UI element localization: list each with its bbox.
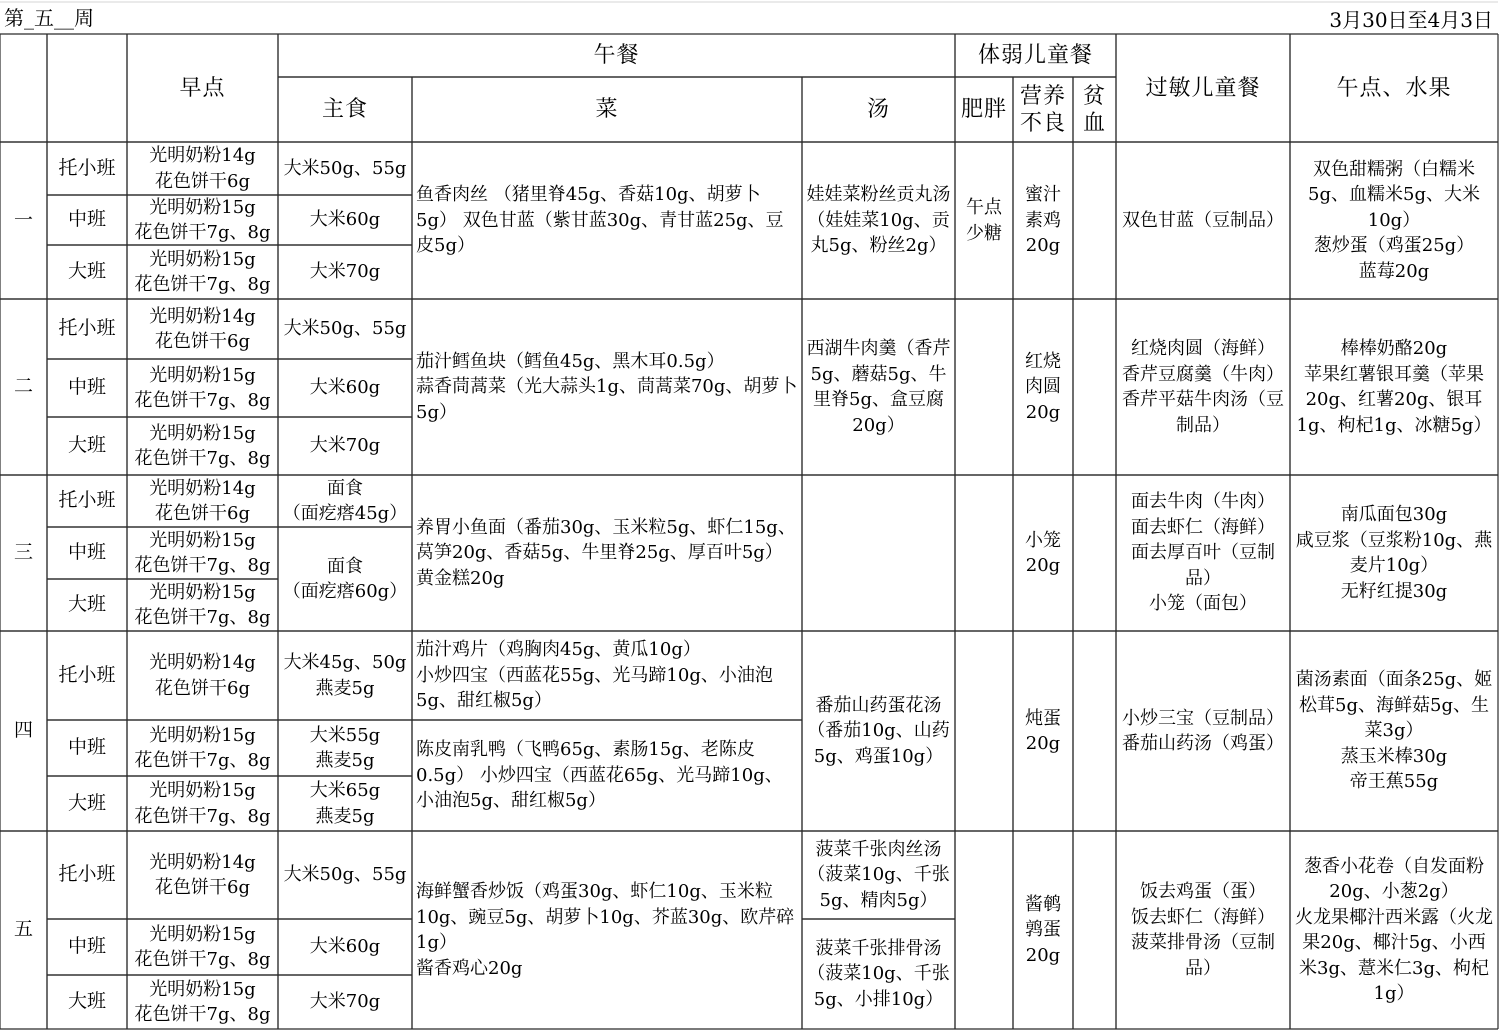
class-label-text: 中班 bbox=[67, 935, 106, 958]
staple-cell[interactable] bbox=[278, 299, 412, 359]
anemia-cell[interactable] bbox=[1073, 831, 1116, 1029]
header-allergy-meal[interactable] bbox=[1116, 34, 1290, 142]
class-label-text: 托小班 bbox=[58, 863, 116, 886]
soup-cell[interactable] bbox=[802, 299, 955, 475]
header-staple-text: 主食 bbox=[321, 97, 368, 122]
afternoon-cell[interactable] bbox=[1290, 631, 1498, 831]
allergy-cell[interactable] bbox=[1116, 475, 1290, 631]
class-label-text: 大班 bbox=[67, 434, 106, 457]
breakfast-cell-text: 光明奶粉14g 花色饼干6g bbox=[149, 652, 256, 699]
class-label[interactable] bbox=[47, 579, 127, 631]
breakfast-cell[interactable] bbox=[127, 245, 278, 299]
staple-cell-text: 大米65g 燕麦5g bbox=[309, 780, 381, 827]
staple-cell-text: 大米50g、55g bbox=[283, 864, 407, 886]
header-anemia[interactable] bbox=[1073, 77, 1116, 142]
dish-cell-text: 陈皮南乳鸭（飞鸭65g、素肠15g、老陈皮0.5g） 小炒四宝（西蓝花65g、光马蹄10g、小油泡5g、甜红椒5g） bbox=[416, 739, 783, 812]
day-label[interactable] bbox=[0, 831, 47, 1029]
class-label-text: 大班 bbox=[67, 990, 106, 1013]
class-label-text: 托小班 bbox=[58, 317, 116, 340]
staple-cell[interactable] bbox=[278, 245, 412, 299]
header-blank-day[interactable] bbox=[0, 34, 47, 142]
dish-cell[interactable] bbox=[412, 831, 802, 1029]
obese-cell-text: 午点 少糖 bbox=[966, 197, 1002, 244]
breakfast-cell[interactable] bbox=[127, 475, 278, 527]
malnutrition-cell-text: 酱鹌 鹑蛋 20g bbox=[1025, 893, 1061, 966]
anemia-cell[interactable] bbox=[1073, 631, 1116, 831]
breakfast-cell[interactable] bbox=[127, 631, 278, 720]
class-label[interactable] bbox=[47, 527, 127, 579]
breakfast-cell[interactable] bbox=[127, 776, 278, 831]
breakfast-cell-text: 光明奶粉14g 花色饼干6g bbox=[149, 145, 256, 192]
staple-cell[interactable] bbox=[278, 142, 412, 195]
class-label[interactable] bbox=[47, 475, 127, 527]
class-label-text: 大班 bbox=[67, 791, 106, 814]
staple-cell-text: 面食 （面疙瘩60g） bbox=[282, 555, 408, 602]
breakfast-cell[interactable] bbox=[127, 919, 278, 975]
allergy-cell-text: 红烧肉圆（海鲜） 香芹豆腐羹（牛肉）香芹平菇牛肉汤（豆制品） bbox=[1122, 338, 1284, 436]
afternoon-cell[interactable] bbox=[1290, 299, 1498, 475]
soup-cell-text: 菠菜千张肉丝汤（菠菜10g、千张5g、精肉5g） bbox=[807, 838, 950, 911]
header-breakfast-text: 早点 bbox=[179, 75, 226, 101]
header-malnutrition[interactable] bbox=[1013, 77, 1073, 142]
staple-cell-text: 大米55g 燕麦5g bbox=[309, 724, 381, 771]
day-label-text: 三 bbox=[13, 541, 33, 564]
class-label[interactable] bbox=[47, 720, 127, 776]
allergy-cell-text: 饭去鸡蛋（蛋） 饭去虾仁（海鲜） 菠菜排骨汤（豆制品） bbox=[1131, 881, 1275, 979]
header-breakfast[interactable] bbox=[127, 34, 278, 142]
obese-cell[interactable] bbox=[955, 299, 1013, 475]
header-weak-meal[interactable] bbox=[955, 34, 1116, 77]
dish-cell[interactable] bbox=[412, 631, 802, 720]
day-label[interactable] bbox=[0, 299, 47, 475]
obese-cell[interactable] bbox=[955, 475, 1013, 631]
breakfast-cell-text: 光明奶粉15g 花色饼干7g、8g bbox=[134, 923, 271, 970]
day-label-text: 五 bbox=[13, 918, 33, 941]
class-label[interactable] bbox=[47, 776, 127, 831]
dish-cell-text: 茄汁鳕鱼块（鳕鱼45g、黑木耳0.5g） 蒜香茼蒿菜（光大蒜头1g、茼蒿菜70g、胡萝卜5g） bbox=[416, 350, 798, 423]
breakfast-cell-text: 光明奶粉15g 花色饼干7g、8g bbox=[134, 978, 271, 1025]
dish-cell[interactable] bbox=[412, 720, 802, 831]
anemia-cell[interactable] bbox=[1073, 142, 1116, 299]
day-label[interactable] bbox=[0, 631, 47, 831]
header-soup-text: 汤 bbox=[866, 97, 890, 122]
afternoon-cell[interactable] bbox=[1290, 475, 1498, 631]
breakfast-cell[interactable] bbox=[127, 527, 278, 579]
breakfast-cell[interactable] bbox=[127, 417, 278, 475]
allergy-cell[interactable] bbox=[1116, 142, 1290, 299]
day-label-text: 二 bbox=[13, 375, 33, 398]
staple-cell[interactable] bbox=[278, 919, 412, 975]
staple-cell-text: 面食 （面疙瘩45g） bbox=[282, 477, 408, 524]
staple-cell-text: 大米70g bbox=[309, 435, 381, 457]
breakfast-cell[interactable] bbox=[127, 975, 278, 1029]
day-label-text: 一 bbox=[13, 208, 33, 231]
staple-cell-text: 大米50g、55g bbox=[283, 157, 407, 179]
soup-cell-text: 西湖牛肉羹（香芹5g、蘑菇5g、牛里脊5g、盒豆腐20g） bbox=[806, 338, 951, 436]
soup-cell[interactable] bbox=[802, 142, 955, 299]
anemia-cell[interactable] bbox=[1073, 299, 1116, 475]
dish-cell-text: 鱼香肉丝 （猪里脊45g、香菇10g、胡萝卜5g） 双色甘蓝（紫甘蓝30g、青甘蓝25g、豆皮5g） bbox=[416, 184, 784, 257]
breakfast-cell[interactable] bbox=[127, 299, 278, 359]
header-anemia-text: 贫 血 bbox=[1082, 83, 1106, 136]
staple-cell-text: 大米50g、55g bbox=[283, 318, 407, 340]
day-label[interactable] bbox=[0, 142, 47, 299]
class-label[interactable] bbox=[47, 195, 127, 245]
breakfast-cell-text: 光明奶粉15g 花色饼干7g、8g bbox=[134, 724, 271, 771]
header-allergy-meal-text: 过敏儿童餐 bbox=[1145, 75, 1261, 101]
staple-cell[interactable] bbox=[278, 631, 412, 720]
malnutrition-cell-text: 小笼 20g bbox=[1025, 529, 1061, 576]
soup-cell[interactable] bbox=[802, 831, 955, 919]
date-range[interactable]: 3月30日至4月3日 bbox=[1329, 8, 1493, 32]
class-label[interactable] bbox=[47, 919, 127, 975]
header-malnutrition-text: 营养 不良 bbox=[1019, 83, 1066, 136]
staple-cell-text: 大米60g bbox=[309, 209, 381, 231]
breakfast-cell-text: 光明奶粉15g 花色饼干7g、8g bbox=[134, 248, 271, 295]
header-soup[interactable] bbox=[802, 77, 955, 142]
breakfast-cell[interactable] bbox=[127, 142, 278, 195]
staple-cell-text: 大米70g bbox=[309, 261, 381, 283]
afternoon-cell-text: 南瓜面包30g 咸豆浆（豆浆粉10g、燕麦片10g） 无籽红提30g bbox=[1295, 504, 1493, 602]
dish-cell[interactable] bbox=[412, 299, 802, 475]
soup-cell[interactable] bbox=[802, 919, 955, 1029]
obese-cell[interactable] bbox=[955, 142, 1013, 299]
header-lunch-text: 午餐 bbox=[593, 43, 640, 68]
class-label[interactable] bbox=[47, 631, 127, 720]
staple-cell-text: 大米45g、50g 燕麦5g bbox=[283, 652, 407, 699]
header-afternoon[interactable] bbox=[1290, 34, 1498, 142]
breakfast-cell[interactable] bbox=[127, 720, 278, 776]
class-label-text: 中班 bbox=[67, 736, 106, 759]
afternoon-cell-text: 棒棒奶酪20g 苹果红薯银耳羹（苹果20g、红薯20g、银耳1g、枸杞1g、冰糖5g） bbox=[1296, 338, 1492, 436]
malnutrition-cell[interactable] bbox=[1013, 631, 1073, 831]
breakfast-cell[interactable] bbox=[127, 831, 278, 919]
afternoon-cell-text: 菌汤素面（面条25g、姬松茸5g、海鲜菇5g、生菜3g） 蒸玉米棒30g 帝王蕉55g bbox=[1295, 669, 1493, 793]
malnutrition-cell[interactable] bbox=[1013, 142, 1073, 299]
allergy-cell[interactable] bbox=[1116, 299, 1290, 475]
header-obese[interactable] bbox=[955, 77, 1013, 142]
class-label[interactable] bbox=[47, 417, 127, 475]
soup-cell-text: 娃娃菜粉丝贡丸汤（娃娃菜10g、贡丸5g、粉丝2g） bbox=[806, 184, 951, 257]
staple-cell[interactable] bbox=[278, 720, 412, 776]
class-label-text: 中班 bbox=[67, 208, 106, 231]
breakfast-cell[interactable] bbox=[127, 195, 278, 245]
breakfast-cell-text: 光明奶粉15g 花色饼干7g、8g bbox=[134, 780, 271, 827]
class-label[interactable] bbox=[47, 359, 127, 417]
afternoon-cell-text: 双色甜糯粥（白糯米5g、血糯米5g、大米10g） 葱炒蛋（鸡蛋25g） 蓝莓20g bbox=[1308, 158, 1480, 282]
class-label[interactable] bbox=[47, 142, 127, 195]
class-label-text: 大班 bbox=[67, 593, 106, 616]
staple-cell-text: 大米60g bbox=[309, 377, 381, 399]
breakfast-cell-text: 光明奶粉15g 花色饼干7g、8g bbox=[134, 196, 271, 243]
staple-cell[interactable] bbox=[278, 975, 412, 1029]
week-label[interactable]: 第_五__周 bbox=[4, 6, 94, 30]
malnutrition-cell[interactable] bbox=[1013, 831, 1073, 1029]
breakfast-cell-text: 光明奶粉14g 花色饼干6g bbox=[149, 305, 256, 352]
dish-cell-text: 海鲜蟹香炒饭（鸡蛋30g、虾仁10g、玉米粒10g、豌豆5g、胡萝卜10g、芥蓝30g、欧芹碎1g） 酱香鸡心20g bbox=[416, 881, 795, 979]
breakfast-cell[interactable] bbox=[127, 579, 278, 631]
afternoon-cell[interactable] bbox=[1290, 142, 1498, 299]
dish-cell[interactable] bbox=[412, 475, 802, 631]
breakfast-cell-text: 光明奶粉15g 花色饼干7g、8g bbox=[134, 422, 271, 469]
header-weak-meal-text: 体弱儿童餐 bbox=[977, 43, 1093, 68]
dish-cell[interactable] bbox=[412, 142, 802, 299]
staple-cell[interactable] bbox=[278, 195, 412, 245]
allergy-cell-text: 小炒三宝（豆制品）番茄山药汤（鸡蛋） bbox=[1122, 707, 1284, 754]
staple-cell[interactable] bbox=[278, 776, 412, 831]
day-label[interactable] bbox=[0, 475, 47, 631]
header-dish-text: 菜 bbox=[595, 97, 619, 122]
staple-cell[interactable] bbox=[278, 475, 412, 527]
malnutrition-cell-text: 蜜汁 素鸡 20g bbox=[1025, 184, 1061, 257]
class-label[interactable] bbox=[47, 245, 127, 299]
allergy-cell-text: 双色甘蓝（豆制品） bbox=[1122, 209, 1284, 231]
afternoon-cell-text: 葱香小花卷（自发面粉20g、小葱2g） 火龙果椰汁西米露（火龙果20g、椰汁5g、小西米3g、薏米仁3g、枸杞1g） bbox=[1295, 855, 1493, 1004]
day-label-text: 四 bbox=[13, 719, 33, 742]
breakfast-cell-text: 光明奶粉15g 花色饼干7g、8g bbox=[134, 529, 271, 576]
staple-cell[interactable] bbox=[278, 417, 412, 475]
class-label-text: 中班 bbox=[67, 376, 106, 399]
header-obese-text: 肥胖 bbox=[960, 97, 1007, 122]
header-afternoon-text: 午点、水果 bbox=[1336, 75, 1452, 101]
breakfast-cell-text: 光明奶粉15g 花色饼干7g、8g bbox=[134, 364, 271, 411]
soup-cell-text: 菠菜千张排骨汤（菠菜10g、千张5g、小排10g） bbox=[807, 937, 950, 1010]
dish-cell-text: 养胃小鱼面（番茄30g、玉米粒5g、虾仁15g、莴笋20g、香菇5g、牛里脊25g、厚百叶5g） 黄金糕20g bbox=[416, 516, 796, 589]
obese-cell[interactable] bbox=[955, 631, 1013, 831]
afternoon-cell[interactable] bbox=[1290, 831, 1498, 1029]
malnutrition-cell-text: 红烧 肉圆 20g bbox=[1025, 350, 1061, 423]
header-staple[interactable] bbox=[278, 77, 412, 142]
class-label-text: 托小班 bbox=[58, 156, 116, 179]
staple-cell[interactable] bbox=[278, 527, 412, 631]
class-label-text: 托小班 bbox=[58, 663, 116, 686]
class-label[interactable] bbox=[47, 831, 127, 919]
allergy-cell[interactable] bbox=[1116, 831, 1290, 1029]
class-label[interactable] bbox=[47, 299, 127, 359]
staple-cell[interactable] bbox=[278, 831, 412, 919]
malnutrition-cell[interactable] bbox=[1013, 299, 1073, 475]
malnutrition-cell-text: 炖蛋 20g bbox=[1025, 707, 1061, 754]
header-blank-class[interactable] bbox=[47, 34, 127, 142]
obese-cell[interactable] bbox=[955, 831, 1013, 1029]
staple-cell-text: 大米60g bbox=[309, 936, 381, 958]
breakfast-cell-text: 光明奶粉14g 花色饼干6g bbox=[149, 477, 256, 524]
class-label[interactable] bbox=[47, 975, 127, 1029]
header-lunch[interactable] bbox=[278, 34, 955, 77]
allergy-cell-text: 面去牛肉（牛肉） 面去虾仁（海鲜） 面去厚百叶（豆制品） 小笼（面包） bbox=[1131, 491, 1275, 615]
dish-cell-text: 茄汁鸡片（鸡胸肉45g、黄瓜10g） 小炒四宝（西蓝花55g、光马蹄10g、小油泡5g、甜红椒5g） bbox=[416, 639, 773, 712]
allergy-cell[interactable] bbox=[1116, 631, 1290, 831]
soup-cell-text: 番茄山药蛋花汤（番茄10g、山药5g、鸡蛋10g） bbox=[807, 694, 950, 767]
breakfast-cell-text: 光明奶粉15g 花色饼干7g、8g bbox=[134, 581, 271, 628]
staple-cell-text: 大米70g bbox=[309, 991, 381, 1013]
class-label-text: 大班 bbox=[67, 260, 106, 283]
staple-cell[interactable] bbox=[278, 359, 412, 417]
malnutrition-cell[interactable] bbox=[1013, 475, 1073, 631]
breakfast-cell-text: 光明奶粉14g 花色饼干6g bbox=[149, 851, 256, 898]
header-dish[interactable] bbox=[412, 77, 802, 142]
breakfast-cell[interactable] bbox=[127, 359, 278, 417]
soup-cell[interactable] bbox=[802, 475, 955, 631]
anemia-cell[interactable] bbox=[1073, 475, 1116, 631]
class-label-text: 中班 bbox=[67, 541, 106, 564]
class-label-text: 托小班 bbox=[58, 489, 116, 512]
soup-cell[interactable] bbox=[802, 631, 955, 831]
